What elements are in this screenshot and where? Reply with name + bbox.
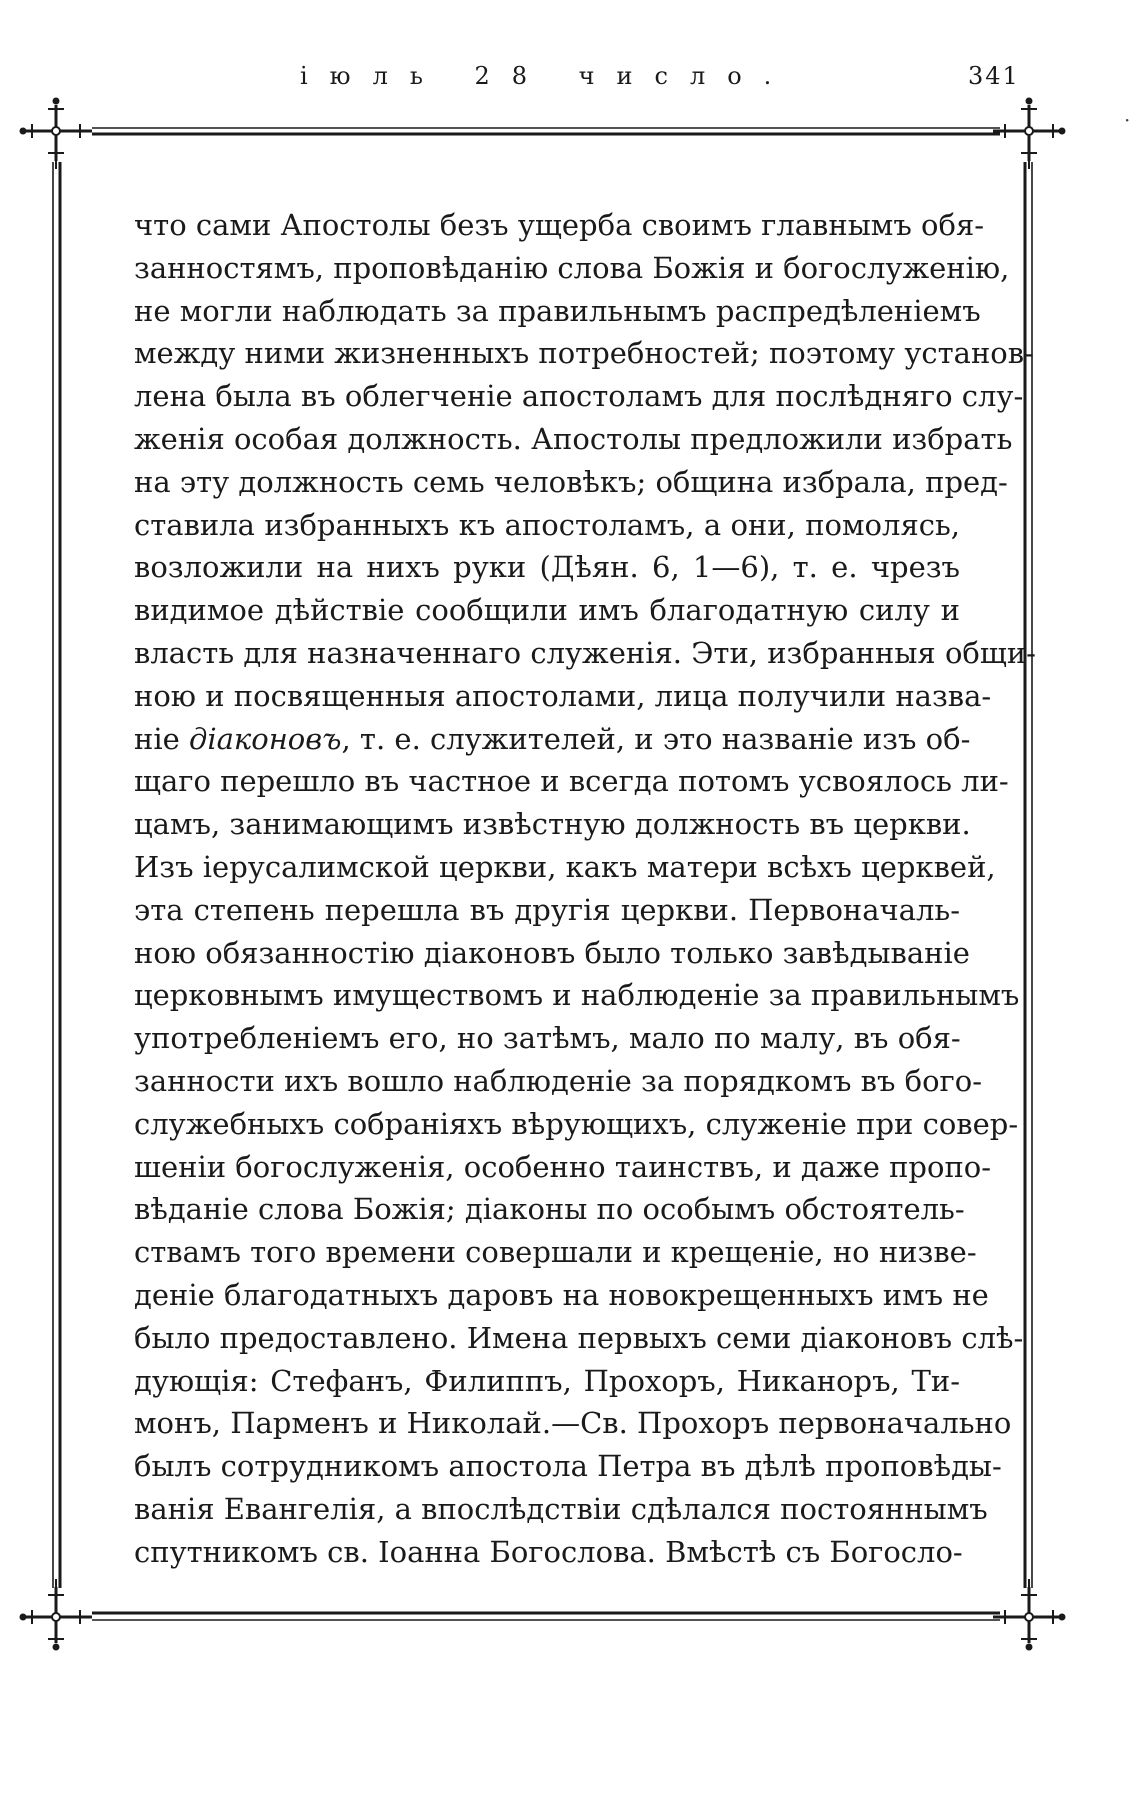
text-line: церковнымъ имуществомъ и наблюденіе за правильнымъ — [134, 978, 1020, 1013]
body-text — [134, 204, 1036, 1574]
text-line: видимое дѣйствіе сообщили имъ благодатную силу и — [134, 593, 960, 628]
text-line: ставила избранныхъ къ апостоламъ, а они, помолясь, — [134, 507, 960, 542]
text-line: женія особая должность. Апостолы предложили избрать — [134, 421, 1013, 456]
running-title: іюль 28 число. — [300, 62, 794, 90]
text-line: употребленіемъ его, но затѣмъ, мало по малу, въ обя- — [134, 1021, 961, 1056]
text-line: служебныхъ собраніяхъ вѣрующихъ, служеніе при совер- — [134, 1106, 1019, 1141]
text-line: было предоставлено. Имена первыхъ семи діаконовъ слѣ- — [134, 1320, 1024, 1355]
text-segment: ніе — [134, 721, 189, 756]
text-line: спутникомъ св. Іоанна Богослова. Вмѣстѣ съ Богосло- — [134, 1534, 963, 1569]
italic-term-deacons: діаконовъ — [188, 721, 342, 756]
text-line: эта степень перешла въ другія церкви. Первоначаль- — [134, 892, 960, 927]
text-line: лена была въ облегченіе апостоламъ для послѣдняго слу- — [134, 379, 1024, 414]
text-line: цамъ, занимающимъ извѣстную должность въ церкви. — [134, 807, 971, 842]
corner-ornament-bottom-left-icon — [20, 1579, 92, 1650]
text-line: на эту должность семь человѣкъ; община избрала, пред- — [134, 464, 1008, 499]
text-line: шеніи богослуженія, особенно таинствъ, и даже пропо- — [134, 1149, 992, 1184]
corner-ornament-top-left-icon — [20, 98, 92, 169]
text-line: деніе благодатныхъ даровъ на новокрещенныхъ имъ не — [134, 1277, 989, 1312]
text-line: щаго перешло въ частное и всегда потомъ усвоялось ли- — [134, 764, 1009, 799]
text-line: дующія: Стефанъ, Филиппъ, Прохоръ, Никаноръ, Ти- — [134, 1363, 960, 1398]
text-line-with-italic — [134, 718, 971, 761]
text-line: занностямъ, проповѣданію слова Божія и богослуженію, — [134, 250, 1010, 285]
text-line: власть для назначеннаго служенія. Эти, избранныя общи- — [134, 635, 1036, 670]
text-line: не могли наблюдать за правильнымъ распредѣленіемъ — [134, 293, 981, 328]
text-line: между ними жизненныхъ потребностей; поэтому установ- — [134, 336, 1034, 371]
text-line: Изъ іерусалимской церкви, какъ матери всѣхъ церквей, — [134, 849, 996, 884]
text-line: возложили на нихъ руки (Дѣян. 6, 1—6), т. е. чрезъ — [134, 550, 960, 585]
text-line: монъ, Парменъ и Николай.—Св. Прохоръ первоначально — [134, 1406, 1012, 1441]
text-line: ствамъ того времени совершали и крещеніе, но низве- — [134, 1235, 977, 1270]
stray-ink-mark: · — [1124, 108, 1131, 132]
corner-ornament-top-right-icon — [993, 98, 1065, 169]
corner-ornament-bottom-right-icon — [993, 1579, 1065, 1650]
text-line: что сами Апостолы безъ ущерба своимъ главнымъ обя- — [134, 208, 985, 242]
text-line: былъ сотрудникомъ апостола Петра въ дѣлѣ проповѣды- — [134, 1449, 1002, 1484]
text-segment: , т. е. служителей, и это названіе изъ об- — [341, 721, 971, 756]
page-number: 341 — [968, 62, 1020, 90]
text-line: ною обязанностію діаконовъ было только завѣдываніе — [134, 935, 970, 970]
text-line: ною и посвященныя апостолами, лица получили назва- — [134, 678, 992, 713]
text-line: ванія Евангелія, а впослѣдствіи сдѣлался постояннымъ — [134, 1491, 988, 1526]
text-line: занности ихъ вошло наблюденіе за порядкомъ въ бого- — [134, 1063, 983, 1098]
text-line: вѣданіе слова Божія; діаконы по особымъ обстоятель- — [134, 1192, 965, 1227]
